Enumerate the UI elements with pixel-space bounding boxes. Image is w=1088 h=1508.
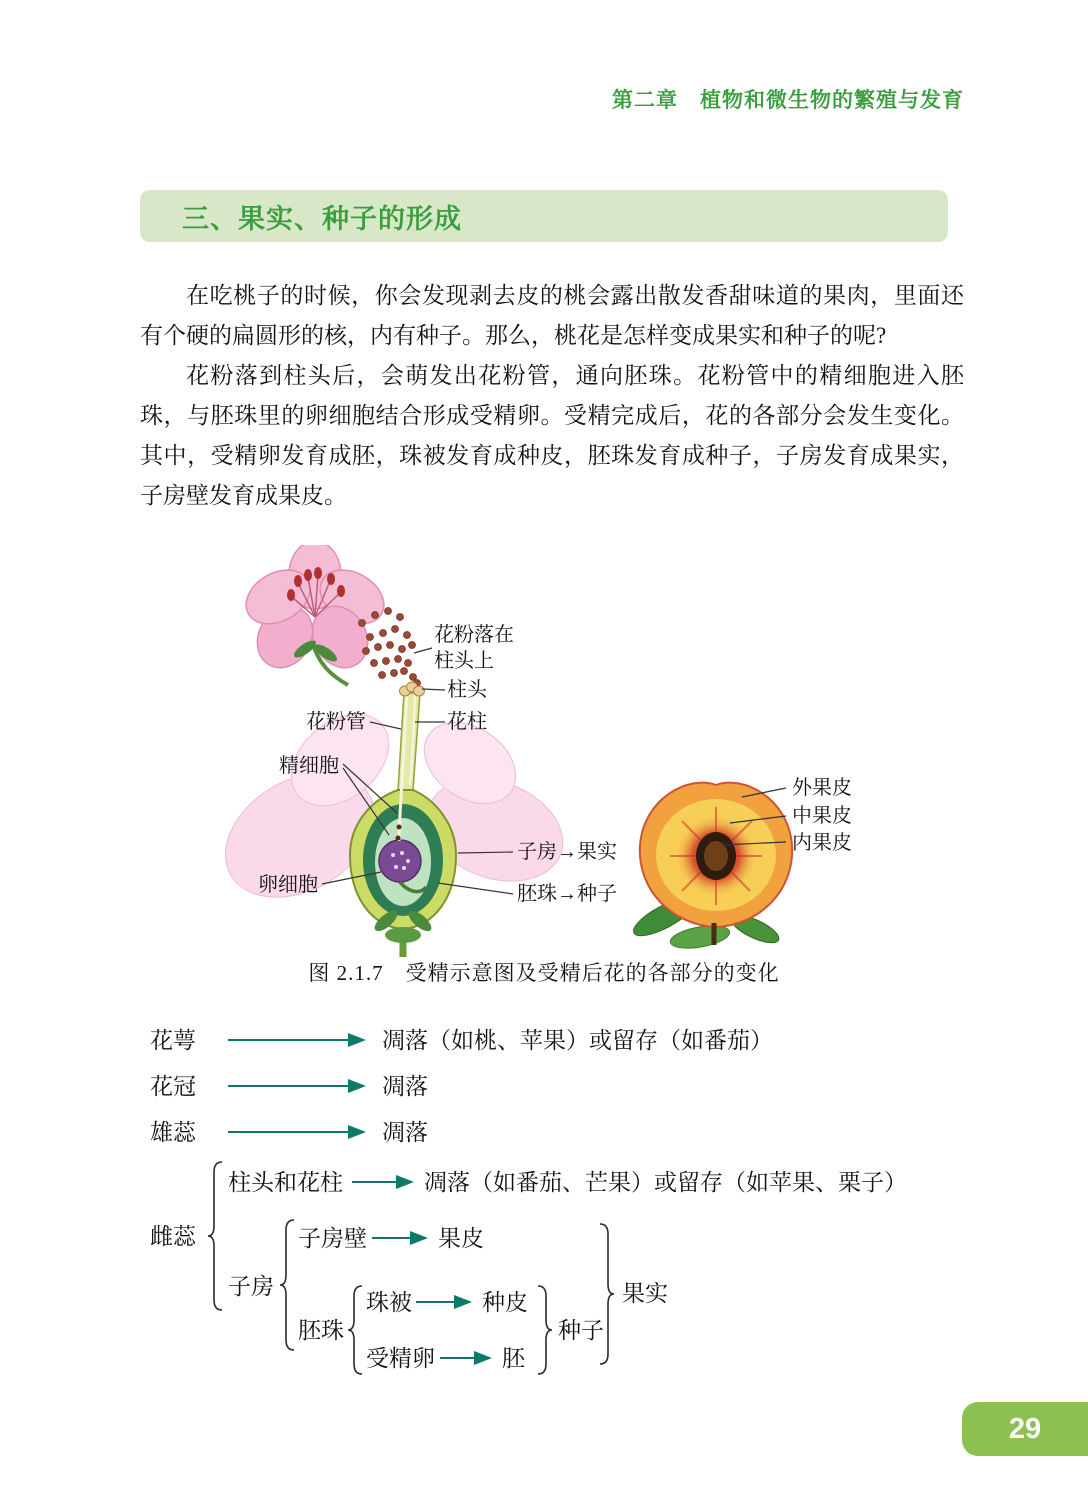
flow-zygote-result: 胚 xyxy=(502,1346,525,1371)
flow-stamen: 雄蕊 xyxy=(150,1120,196,1145)
flow-integument: 珠被 xyxy=(366,1290,412,1315)
label-ovule-to-seed: 胚珠→种子 xyxy=(517,883,617,905)
label-ovary-to-fruit: 子房→果实 xyxy=(517,841,617,863)
label-style: 花柱 xyxy=(447,711,487,733)
flow-seed: 种子 xyxy=(558,1318,604,1343)
body-text xyxy=(140,276,964,516)
label-exocarp: 外果皮 xyxy=(792,777,852,799)
flow-pistil: 雌蕊 xyxy=(150,1224,196,1249)
ovule xyxy=(379,840,421,882)
page-number: 29 xyxy=(1008,1412,1042,1445)
brace-seed xyxy=(538,1286,552,1374)
label-pollen-tube: 花粉管 xyxy=(306,711,366,733)
page-number-box xyxy=(962,1402,1088,1456)
flow-corolla: 花冠 xyxy=(150,1074,196,1099)
flower-illustration xyxy=(237,545,394,685)
label-endocarp: 内果皮 xyxy=(792,832,852,854)
flow-integument-result: 种皮 xyxy=(482,1290,528,1315)
flow-calyx: 花萼 xyxy=(150,1028,196,1053)
brace-ovary xyxy=(280,1220,294,1350)
flow-stigma-style: 柱头和花柱 xyxy=(228,1170,343,1195)
flow-stamen-result: 凋落 xyxy=(382,1120,428,1145)
flow-corolla-result: 凋落 xyxy=(382,1074,428,1099)
flow-ovule: 胚珠 xyxy=(298,1318,344,1343)
flow-ovary-wall: 子房壁 xyxy=(298,1226,367,1251)
label-sperm-cell: 精细胞 xyxy=(279,755,339,777)
paragraph-2: 花粉落到柱头后，会萌发出花粉管，通向胚珠。花粉管中的精细胞进入胚珠，与胚珠里的卵细胞结合形成受精卵。受精完成后，花的各部分会发生变化。其中，受精卵发育成胚，珠被发育成种皮，胚珠发育成种子，子房发育成果实，子房壁发育成果皮。 xyxy=(140,363,964,508)
flow-calyx-result: 凋落（如桃、苹果）或留存（如番茄） xyxy=(382,1028,773,1053)
fertilization-figure xyxy=(0,545,1088,960)
paragraph-1: 在吃桃子的时候，你会发现剥去皮的桃会露出散发香甜味道的果肉，里面还有个硬的扁圆形的核，内有种子。那么，桃花是怎样变成果实和种子的呢? xyxy=(140,283,964,348)
peach-illustration xyxy=(629,783,792,952)
label-stigma: 柱头 xyxy=(447,679,487,701)
flow-diagram xyxy=(0,1015,1088,1405)
flow-fruit: 果实 xyxy=(622,1281,668,1306)
section-title-box xyxy=(140,190,948,242)
flow-ovary: 子房 xyxy=(228,1274,274,1299)
label-egg-cell: 卵细胞 xyxy=(258,874,318,896)
flow-ovary-wall-result: 果皮 xyxy=(438,1226,484,1251)
flow-stigma-style-result: 凋落（如番茄、芒果）或留存（如苹果、栗子） xyxy=(424,1170,907,1195)
label-pollen-on-stigma: 花粉落在 柱头上 xyxy=(434,624,514,672)
sperm-cell-dot xyxy=(396,836,401,841)
flow-zygote: 受精卵 xyxy=(366,1346,435,1371)
brace-pistil xyxy=(208,1162,222,1310)
sperm-cell-dot xyxy=(397,825,402,830)
section-title: 三、果实、种子的形成 xyxy=(182,203,462,234)
label-mesocarp: 中果皮 xyxy=(792,805,852,827)
brace-ovule xyxy=(348,1286,362,1374)
chapter-header: 第二章 植物和微生物的繁殖与发育 xyxy=(612,89,964,112)
figure-caption: 图 2.1.7 受精示意图及受精后花的各部分的变化 xyxy=(308,961,780,985)
